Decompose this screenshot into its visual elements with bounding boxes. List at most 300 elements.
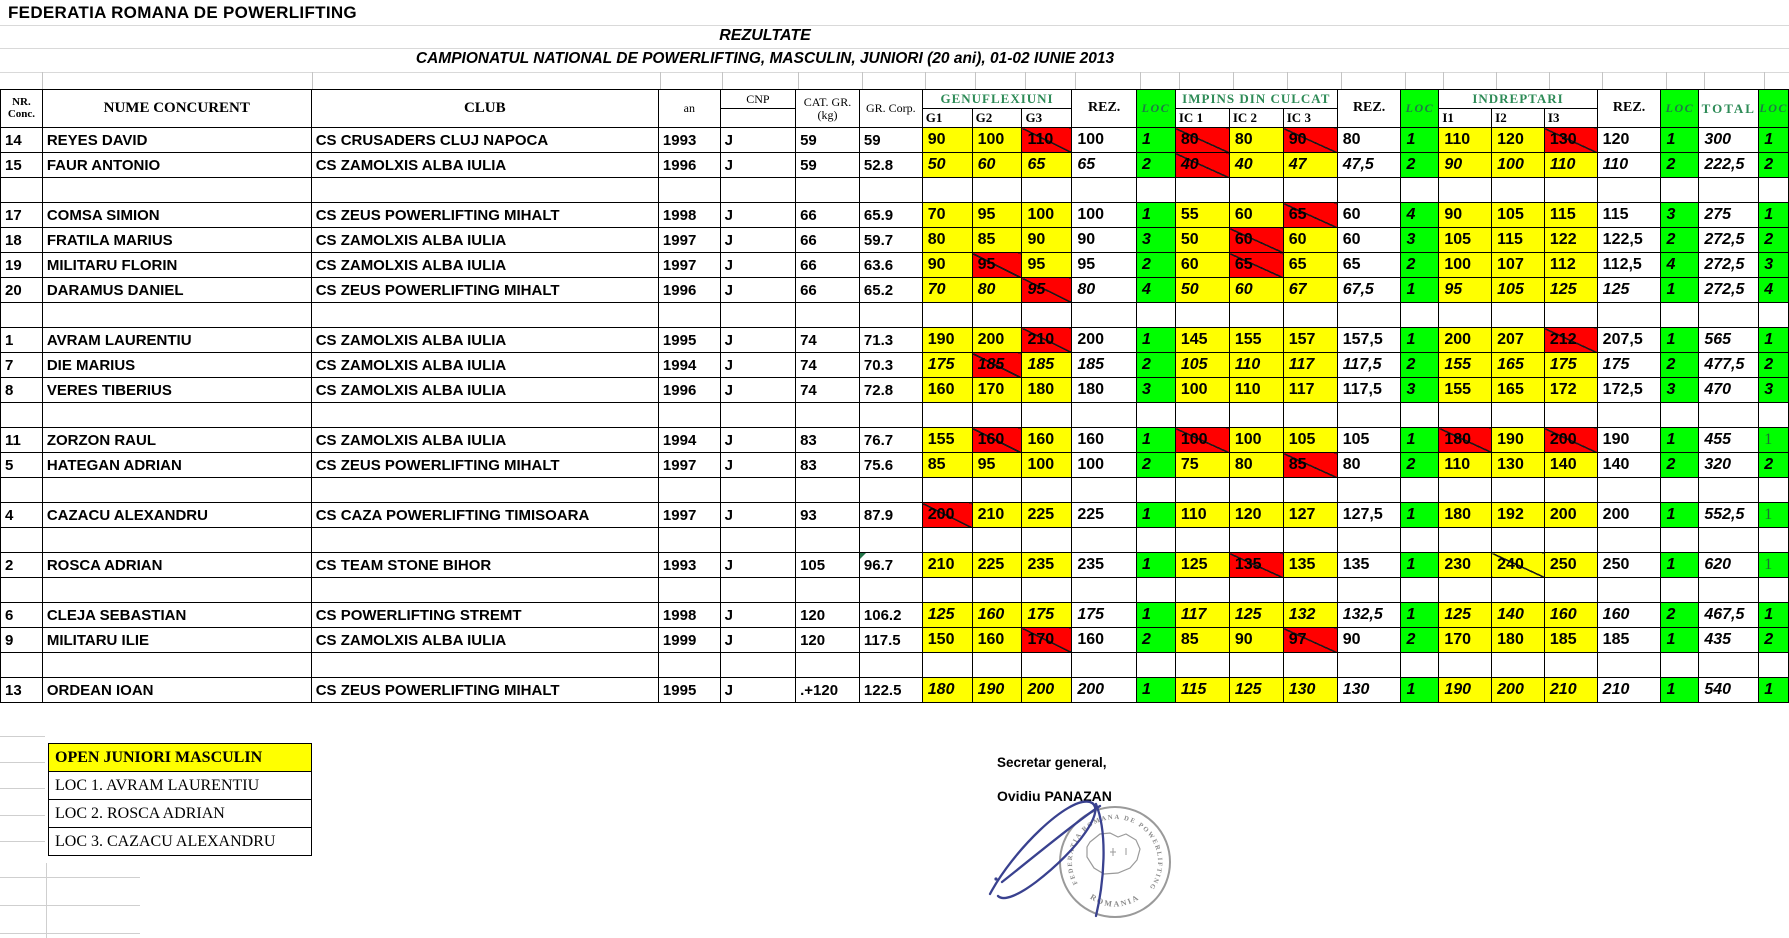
cell-i-attempt-1[interactable]: 230 — [1439, 553, 1492, 578]
cell-total-place[interactable]: 1 — [1759, 128, 1789, 153]
cell-i-attempt-2[interactable]: 207 — [1492, 328, 1545, 353]
spacer-cell[interactable] — [1136, 403, 1175, 428]
cell-i-place[interactable]: 1 — [1661, 553, 1699, 578]
cell-g-attempt-2[interactable]: 160 — [972, 628, 1022, 653]
spacer-cell[interactable] — [42, 303, 311, 328]
spacer-cell[interactable] — [796, 303, 860, 328]
cell-i-attempt-2[interactable]: 130 — [1492, 453, 1545, 478]
cell-club[interactable]: CS ZAMOLXIS ALBA IULIA — [311, 328, 658, 353]
cell-i-result[interactable]: 172,5 — [1597, 378, 1661, 403]
cell-ic-result[interactable]: 60 — [1337, 228, 1401, 253]
cell-cnp[interactable]: J — [720, 503, 795, 528]
cell-cnp[interactable]: J — [720, 153, 795, 178]
cell-i-attempt-3[interactable]: 160 — [1544, 603, 1597, 628]
cell-nr[interactable]: 20 — [1, 278, 43, 303]
spacer-cell[interactable] — [1439, 528, 1492, 553]
cell-cnp[interactable]: J — [720, 553, 795, 578]
cell-i-result[interactable]: 140 — [1597, 453, 1661, 478]
cell-g-result[interactable]: 185 — [1072, 353, 1137, 378]
cell-i-attempt-3[interactable]: 200 — [1544, 428, 1597, 453]
cell-i-result[interactable]: 110 — [1597, 153, 1661, 178]
spacer-cell[interactable] — [1136, 528, 1175, 553]
cell-g-result[interactable]: 200 — [1072, 678, 1137, 703]
spacer-cell[interactable] — [1337, 478, 1401, 503]
cell-g-attempt-2[interactable]: 100 — [972, 128, 1022, 153]
col-header-g-attempt-3[interactable]: G3 — [1022, 109, 1072, 128]
cell-i-place[interactable]: 2 — [1661, 228, 1699, 253]
cell-club[interactable]: CS ZAMOLXIS ALBA IULIA — [311, 253, 658, 278]
cell-cnp[interactable]: J — [720, 628, 795, 653]
spacer-cell[interactable] — [1072, 578, 1137, 603]
cell-total-place[interactable]: 1 — [1759, 428, 1789, 453]
cell-an[interactable]: 1993 — [658, 553, 720, 578]
cell-i-attempt-1[interactable]: 190 — [1439, 678, 1492, 703]
spacer-cell[interactable] — [1439, 303, 1492, 328]
spacer-cell[interactable] — [1544, 528, 1597, 553]
cell-nr[interactable]: 5 — [1, 453, 43, 478]
cell-g-place[interactable]: 1 — [1136, 203, 1175, 228]
cell-name[interactable]: CAZACU ALEXANDRU — [42, 503, 311, 528]
cell-i-attempt-2[interactable]: 120 — [1492, 128, 1545, 153]
cell-i-attempt-3[interactable]: 110 — [1544, 153, 1597, 178]
cell-cat[interactable]: 74 — [796, 378, 860, 403]
spacer-cell[interactable] — [1175, 403, 1229, 428]
cell-i-attempt-2[interactable]: 165 — [1492, 353, 1545, 378]
cell-cat[interactable]: 120 — [796, 628, 860, 653]
spacer-cell[interactable] — [658, 178, 720, 203]
cell-nr[interactable]: 17 — [1, 203, 43, 228]
cell-nr[interactable]: 19 — [1, 253, 43, 278]
spacer-cell[interactable] — [1401, 178, 1439, 203]
cell-g-attempt-3[interactable]: 110 — [1022, 128, 1072, 153]
cell-g-attempt-2[interactable]: 95 — [972, 253, 1022, 278]
col-header-cnp[interactable]: CNP — [720, 90, 795, 109]
spacer-cell[interactable] — [1492, 403, 1545, 428]
spacer-cell[interactable] — [1136, 303, 1175, 328]
spacer-cell[interactable] — [1759, 478, 1789, 503]
col-header-bench-result[interactable]: REZ. — [1337, 90, 1401, 128]
spacer-cell[interactable] — [1544, 653, 1597, 678]
cell-i-attempt-1[interactable]: 100 — [1439, 253, 1492, 278]
cell-total-place[interactable]: 1 — [1759, 553, 1789, 578]
spacer-cell[interactable] — [1401, 578, 1439, 603]
cell-i-attempt-3[interactable]: 210 — [1544, 678, 1597, 703]
cell-g-result[interactable]: 180 — [1072, 378, 1137, 403]
cell-bodyweight[interactable]: 122.5 — [859, 678, 922, 703]
cell-ic-place[interactable]: 1 — [1401, 553, 1439, 578]
cell-i-attempt-3[interactable]: 112 — [1544, 253, 1597, 278]
cell-ic-attempt-1[interactable]: 105 — [1175, 353, 1229, 378]
cell-i-attempt-3[interactable]: 175 — [1544, 353, 1597, 378]
cell-cnp[interactable]: J — [720, 378, 795, 403]
cell-i-place[interactable]: 2 — [1661, 453, 1699, 478]
spacer-cell[interactable] — [1072, 303, 1137, 328]
cell-ic-result[interactable]: 157,5 — [1337, 328, 1401, 353]
cell-g-place[interactable]: 2 — [1136, 353, 1175, 378]
col-header-total[interactable]: TOTAL — [1699, 90, 1759, 128]
cell-g-place[interactable]: 3 — [1136, 378, 1175, 403]
cell-g-attempt-3[interactable]: 90 — [1022, 228, 1072, 253]
cell-g-attempt-2[interactable]: 80 — [972, 278, 1022, 303]
cell-ic-attempt-2[interactable]: 110 — [1229, 353, 1283, 378]
cell-ic-result[interactable]: 132,5 — [1337, 603, 1401, 628]
cell-cat[interactable]: 66 — [796, 228, 860, 253]
col-header-nr[interactable] — [1, 90, 43, 128]
spacer-cell[interactable] — [1699, 653, 1759, 678]
cell-i-attempt-2[interactable]: 107 — [1492, 253, 1545, 278]
cell-club[interactable]: CS ZAMOLXIS ALBA IULIA — [311, 153, 658, 178]
cell-nr[interactable]: 15 — [1, 153, 43, 178]
cell-club[interactable]: CS ZEUS POWERLIFTING MIHALT — [311, 453, 658, 478]
cell-name[interactable]: MILITARU FLORIN — [42, 253, 311, 278]
cell-nr[interactable]: 18 — [1, 228, 43, 253]
cell-g-attempt-1[interactable]: 210 — [922, 553, 972, 578]
cell-nr[interactable]: 4 — [1, 503, 43, 528]
cell-g-result[interactable]: 65 — [1072, 153, 1137, 178]
cell-i-place[interactable]: 3 — [1661, 378, 1699, 403]
cell-i-attempt-2[interactable]: 165 — [1492, 378, 1545, 403]
cell-i-attempt-1[interactable]: 95 — [1439, 278, 1492, 303]
cell-i-attempt-1[interactable]: 180 — [1439, 428, 1492, 453]
cell-total-place[interactable]: 3 — [1759, 378, 1789, 403]
cell-ic-attempt-3[interactable]: 117 — [1283, 353, 1337, 378]
cell-cnp[interactable]: J — [720, 603, 795, 628]
cell-bodyweight[interactable]: 96.7 — [859, 553, 922, 578]
spacer-cell[interactable] — [1544, 178, 1597, 203]
cell-total[interactable]: 222,5 — [1699, 153, 1759, 178]
cell-ic-attempt-1[interactable]: 110 — [1175, 503, 1229, 528]
spacer-cell[interactable] — [1175, 653, 1229, 678]
cell-an[interactable]: 1997 — [658, 253, 720, 278]
cell-ic-result[interactable]: 60 — [1337, 203, 1401, 228]
spacer-cell[interactable] — [658, 403, 720, 428]
cell-i-attempt-2[interactable]: 115 — [1492, 228, 1545, 253]
col-header-ic-attempt-3[interactable]: IC 3 — [1283, 109, 1337, 128]
cell-cat[interactable]: 59 — [796, 153, 860, 178]
cell-i-place[interactable]: 1 — [1661, 328, 1699, 353]
cell-club[interactable]: CS ZEUS POWERLIFTING MIHALT — [311, 203, 658, 228]
cell-i-attempt-2[interactable]: 140 — [1492, 603, 1545, 628]
spacer-cell[interactable] — [1597, 478, 1661, 503]
cell-total[interactable]: 320 — [1699, 453, 1759, 478]
spacer-cell[interactable] — [1661, 578, 1699, 603]
cell-ic-attempt-1[interactable]: 145 — [1175, 328, 1229, 353]
spacer-cell[interactable] — [796, 178, 860, 203]
cell-club[interactable]: CS ZAMOLXIS ALBA IULIA — [311, 428, 658, 453]
cell-total[interactable]: 565 — [1699, 328, 1759, 353]
cell-ic-attempt-3[interactable]: 97 — [1283, 628, 1337, 653]
cell-ic-attempt-1[interactable]: 75 — [1175, 453, 1229, 478]
spacer-cell[interactable] — [1759, 528, 1789, 553]
cell-i-attempt-1[interactable]: 170 — [1439, 628, 1492, 653]
cell-ic-attempt-2[interactable]: 60 — [1229, 203, 1283, 228]
cell-an[interactable]: 1994 — [658, 428, 720, 453]
cell-ic-place[interactable]: 3 — [1401, 228, 1439, 253]
cell-i-result[interactable]: 250 — [1597, 553, 1661, 578]
cell-ic-attempt-3[interactable]: 132 — [1283, 603, 1337, 628]
cell-g-attempt-1[interactable]: 90 — [922, 128, 972, 153]
cell-ic-attempt-3[interactable]: 47 — [1283, 153, 1337, 178]
cell-total-place[interactable]: 1 — [1759, 503, 1789, 528]
cell-nr[interactable]: 2 — [1, 553, 43, 578]
cell-g-attempt-2[interactable]: 60 — [972, 153, 1022, 178]
cell-i-place[interactable]: 1 — [1661, 503, 1699, 528]
cell-ic-place[interactable]: 2 — [1401, 153, 1439, 178]
spacer-cell[interactable] — [972, 478, 1022, 503]
cell-g-attempt-1[interactable]: 90 — [922, 253, 972, 278]
spacer-cell[interactable] — [1699, 403, 1759, 428]
cell-name[interactable]: REYES DAVID — [42, 128, 311, 153]
spacer-cell[interactable] — [720, 528, 795, 553]
spacer-cell[interactable] — [796, 528, 860, 553]
cell-ic-attempt-1[interactable]: 100 — [1175, 428, 1229, 453]
spacer-cell[interactable] — [1, 478, 43, 503]
cell-total-place[interactable]: 1 — [1759, 328, 1789, 353]
cell-name[interactable]: HATEGAN ADRIAN — [42, 453, 311, 478]
cell-ic-result[interactable]: 127,5 — [1337, 503, 1401, 528]
spacer-cell[interactable] — [1283, 528, 1337, 553]
cell-ic-place[interactable]: 1 — [1401, 278, 1439, 303]
spacer-cell[interactable] — [1337, 178, 1401, 203]
spacer-cell[interactable] — [1661, 653, 1699, 678]
cell-ic-result[interactable]: 47,5 — [1337, 153, 1401, 178]
cell-ic-result[interactable]: 80 — [1337, 453, 1401, 478]
cell-ic-result[interactable]: 117,5 — [1337, 378, 1401, 403]
cell-club[interactable]: CS CAZA POWERLIFTING TIMISOARA — [311, 503, 658, 528]
spacer-cell[interactable] — [1022, 528, 1072, 553]
cell-i-attempt-1[interactable]: 90 — [1439, 203, 1492, 228]
cell-g-attempt-3[interactable]: 200 — [1022, 678, 1072, 703]
cell-nr[interactable]: 6 — [1, 603, 43, 628]
spacer-cell[interactable] — [1072, 478, 1137, 503]
cell-g-place[interactable]: 1 — [1136, 553, 1175, 578]
cell-g-place[interactable]: 3 — [1136, 228, 1175, 253]
cell-g-attempt-2[interactable]: 85 — [972, 228, 1022, 253]
cell-ic-attempt-3[interactable]: 60 — [1283, 228, 1337, 253]
cell-i-attempt-3[interactable]: 185 — [1544, 628, 1597, 653]
spacer-cell[interactable] — [1492, 578, 1545, 603]
cell-ic-result[interactable]: 105 — [1337, 428, 1401, 453]
cell-ic-attempt-3[interactable]: 117 — [1283, 378, 1337, 403]
cell-ic-attempt-2[interactable]: 135 — [1229, 553, 1283, 578]
open-ranking-item-3[interactable]: LOC 3. CAZACU ALEXANDRU — [48, 828, 312, 856]
cell-ic-attempt-1[interactable]: 100 — [1175, 378, 1229, 403]
spacer-cell[interactable] — [972, 653, 1022, 678]
cell-club[interactable]: CS TEAM STONE BIHOR — [311, 553, 658, 578]
cell-nr[interactable]: 9 — [1, 628, 43, 653]
cell-cat[interactable]: 83 — [796, 453, 860, 478]
cell-ic-place[interactable]: 3 — [1401, 378, 1439, 403]
spacer-cell[interactable] — [972, 578, 1022, 603]
cell-ic-attempt-2[interactable]: 90 — [1229, 628, 1283, 653]
spacer-cell[interactable] — [1492, 478, 1545, 503]
cell-cat[interactable]: 66 — [796, 253, 860, 278]
cell-i-attempt-2[interactable]: 105 — [1492, 278, 1545, 303]
cell-i-place[interactable]: 1 — [1661, 628, 1699, 653]
cell-g-attempt-1[interactable]: 175 — [922, 353, 972, 378]
cell-total-place[interactable]: 3 — [1759, 253, 1789, 278]
cell-g-place[interactable]: 1 — [1136, 603, 1175, 628]
cell-total[interactable]: 552,5 — [1699, 503, 1759, 528]
cell-ic-attempt-1[interactable]: 80 — [1175, 128, 1229, 153]
cell-g-place[interactable]: 2 — [1136, 253, 1175, 278]
spacer-cell[interactable] — [796, 403, 860, 428]
cell-g-place[interactable]: 2 — [1136, 153, 1175, 178]
spacer-cell[interactable] — [311, 653, 658, 678]
spacer-cell[interactable] — [1072, 403, 1137, 428]
cell-g-result[interactable]: 225 — [1072, 503, 1137, 528]
col-header-club[interactable]: CLUB — [311, 90, 658, 128]
cell-club[interactable]: CS POWERLIFTING STREMT — [311, 603, 658, 628]
spacer-cell[interactable] — [1175, 528, 1229, 553]
cell-ic-attempt-2[interactable]: 100 — [1229, 428, 1283, 453]
cell-g-attempt-3[interactable]: 160 — [1022, 428, 1072, 453]
spacer-cell[interactable] — [1337, 578, 1401, 603]
spacer-cell[interactable] — [1072, 528, 1137, 553]
col-header-deadlift-place[interactable]: LOC — [1661, 90, 1699, 128]
cell-i-attempt-2[interactable]: 190 — [1492, 428, 1545, 453]
cell-ic-attempt-1[interactable]: 55 — [1175, 203, 1229, 228]
cell-bodyweight[interactable]: 63.6 — [859, 253, 922, 278]
cell-g-attempt-2[interactable]: 225 — [972, 553, 1022, 578]
spacer-cell[interactable] — [1337, 403, 1401, 428]
cell-g-result[interactable]: 80 — [1072, 278, 1137, 303]
cell-bodyweight[interactable]: 65.2 — [859, 278, 922, 303]
cell-ic-attempt-1[interactable]: 60 — [1175, 253, 1229, 278]
cell-nr[interactable]: 7 — [1, 353, 43, 378]
spacer-cell[interactable] — [311, 303, 658, 328]
cell-ic-attempt-1[interactable]: 125 — [1175, 553, 1229, 578]
cell-bodyweight[interactable]: 71.3 — [859, 328, 922, 353]
cell-cat[interactable]: 74 — [796, 353, 860, 378]
cell-i-place[interactable]: 2 — [1661, 153, 1699, 178]
spacer-cell[interactable] — [1337, 303, 1401, 328]
cell-g-attempt-2[interactable]: 160 — [972, 428, 1022, 453]
cell-ic-attempt-3[interactable]: 130 — [1283, 678, 1337, 703]
cell-i-result[interactable]: 160 — [1597, 603, 1661, 628]
spacer-cell[interactable] — [1175, 578, 1229, 603]
spacer-cell[interactable] — [972, 178, 1022, 203]
spacer-cell[interactable] — [42, 403, 311, 428]
spacer-cell[interactable] — [1544, 578, 1597, 603]
spacer-cell[interactable] — [1229, 303, 1283, 328]
spacer-cell[interactable] — [1597, 653, 1661, 678]
cell-i-attempt-1[interactable]: 110 — [1439, 453, 1492, 478]
spacer-cell[interactable] — [42, 528, 311, 553]
spacer-cell[interactable] — [1229, 578, 1283, 603]
spacer-cell[interactable] — [1283, 303, 1337, 328]
spacer-cell[interactable] — [1597, 578, 1661, 603]
cell-cat[interactable]: 66 — [796, 203, 860, 228]
cell-total[interactable]: 620 — [1699, 553, 1759, 578]
cell-i-place[interactable]: 1 — [1661, 128, 1699, 153]
cell-ic-result[interactable]: 67,5 — [1337, 278, 1401, 303]
spacer-cell[interactable] — [859, 303, 922, 328]
open-ranking-item-1[interactable]: LOC 1. AVRAM LAURENTIU — [48, 772, 312, 800]
cell-ic-attempt-3[interactable]: 85 — [1283, 453, 1337, 478]
cell-cnp[interactable]: J — [720, 228, 795, 253]
cell-total-place[interactable]: 2 — [1759, 228, 1789, 253]
cell-i-attempt-3[interactable]: 172 — [1544, 378, 1597, 403]
cell-i-attempt-1[interactable]: 105 — [1439, 228, 1492, 253]
cell-cat[interactable]: 105 — [796, 553, 860, 578]
cell-bodyweight[interactable]: 70.3 — [859, 353, 922, 378]
cell-g-attempt-1[interactable]: 80 — [922, 228, 972, 253]
spacer-cell[interactable] — [1022, 303, 1072, 328]
spacer-cell[interactable] — [311, 578, 658, 603]
cell-i-attempt-2[interactable]: 240 — [1492, 553, 1545, 578]
spacer-cell[interactable] — [1597, 178, 1661, 203]
cell-ic-attempt-2[interactable]: 110 — [1229, 378, 1283, 403]
spacer-cell[interactable] — [311, 403, 658, 428]
cell-i-attempt-3[interactable]: 130 — [1544, 128, 1597, 153]
spacer-cell[interactable] — [1661, 178, 1699, 203]
cell-cnp[interactable]: J — [720, 678, 795, 703]
col-header-name[interactable]: NUME CONCURENT — [42, 90, 311, 128]
cell-total-place[interactable]: 2 — [1759, 353, 1789, 378]
cell-ic-place[interactable]: 2 — [1401, 253, 1439, 278]
cell-i-attempt-3[interactable]: 140 — [1544, 453, 1597, 478]
col-header-i-attempt-3[interactable]: I3 — [1544, 109, 1597, 128]
cell-ic-result[interactable]: 65 — [1337, 253, 1401, 278]
cell-g-place[interactable]: 1 — [1136, 428, 1175, 453]
cell-ic-attempt-2[interactable]: 40 — [1229, 153, 1283, 178]
cell-g-attempt-2[interactable]: 95 — [972, 453, 1022, 478]
spacer-cell[interactable] — [1401, 653, 1439, 678]
spacer-cell[interactable] — [1022, 653, 1072, 678]
spacer-cell[interactable] — [922, 528, 972, 553]
spacer-cell[interactable] — [859, 653, 922, 678]
cell-ic-place[interactable]: 2 — [1401, 353, 1439, 378]
spacer-cell[interactable] — [1439, 178, 1492, 203]
cell-g-result[interactable]: 90 — [1072, 228, 1137, 253]
cell-ic-attempt-3[interactable]: 65 — [1283, 253, 1337, 278]
col-header-bodyweight[interactable]: GR. Corp. — [859, 90, 922, 128]
cell-ic-attempt-3[interactable]: 90 — [1283, 128, 1337, 153]
cell-g-attempt-1[interactable]: 85 — [922, 453, 972, 478]
spacer-cell[interactable] — [1283, 653, 1337, 678]
cell-g-attempt-3[interactable]: 210 — [1022, 328, 1072, 353]
spacer-cell[interactable] — [1072, 178, 1137, 203]
cell-i-result[interactable]: 125 — [1597, 278, 1661, 303]
cell-g-attempt-2[interactable]: 95 — [972, 203, 1022, 228]
cell-nr[interactable]: 8 — [1, 378, 43, 403]
cell-g-attempt-1[interactable]: 50 — [922, 153, 972, 178]
spacer-cell[interactable] — [922, 653, 972, 678]
cell-cat[interactable]: .+120 — [796, 678, 860, 703]
cell-g-place[interactable]: 2 — [1136, 453, 1175, 478]
cell-bodyweight[interactable]: 75.6 — [859, 453, 922, 478]
cell-ic-attempt-3[interactable]: 105 — [1283, 428, 1337, 453]
cell-ic-result[interactable]: 90 — [1337, 628, 1401, 653]
spacer-cell[interactable] — [1492, 303, 1545, 328]
cell-g-attempt-2[interactable]: 190 — [972, 678, 1022, 703]
cell-i-result[interactable]: 175 — [1597, 353, 1661, 378]
cell-ic-attempt-3[interactable]: 67 — [1283, 278, 1337, 303]
cell-ic-attempt-3[interactable]: 135 — [1283, 553, 1337, 578]
cell-i-attempt-2[interactable]: 200 — [1492, 678, 1545, 703]
spacer-cell[interactable] — [1022, 478, 1072, 503]
cell-cat[interactable]: 93 — [796, 503, 860, 528]
cell-nr[interactable]: 11 — [1, 428, 43, 453]
cell-i-attempt-3[interactable]: 212 — [1544, 328, 1597, 353]
cell-g-attempt-1[interactable]: 190 — [922, 328, 972, 353]
spacer-cell[interactable] — [1439, 478, 1492, 503]
cell-ic-place[interactable]: 2 — [1401, 628, 1439, 653]
col-header-total-place[interactable]: LOC — [1759, 90, 1789, 128]
cell-g-attempt-2[interactable]: 200 — [972, 328, 1022, 353]
cell-g-result[interactable]: 160 — [1072, 628, 1137, 653]
